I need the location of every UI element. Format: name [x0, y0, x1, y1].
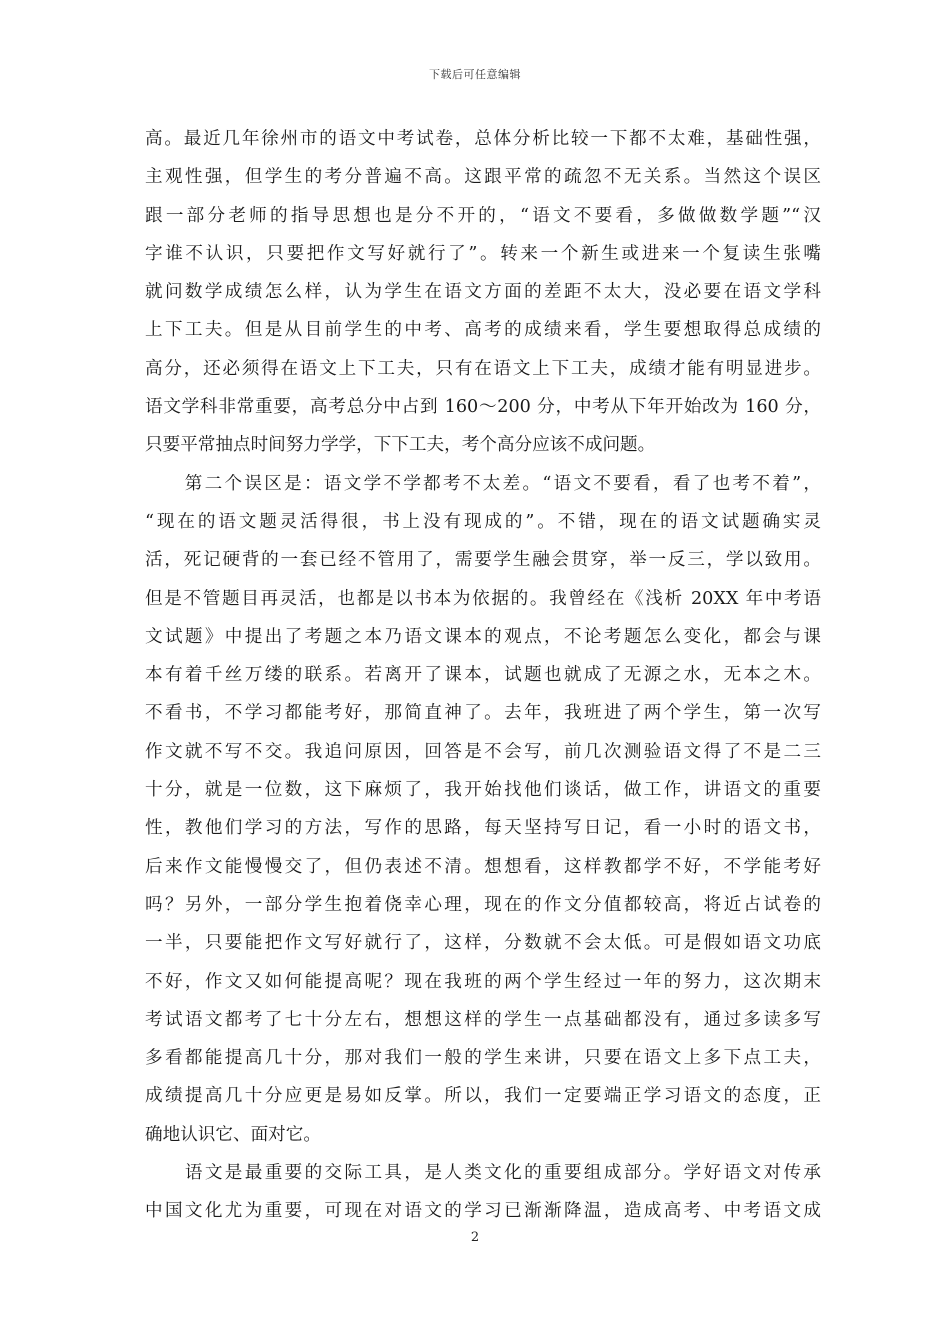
- page-header: 下载后可任意编辑: [429, 68, 521, 81]
- text-line: 一半，只要能把作文写好就行了，这样，分数就不会太低。可是假如语文功底: [145, 933, 821, 954]
- text-line: 活，死记硬背的一套已经不管用了，需要学生融会贯穿，举一反三，学以致用。: [145, 550, 821, 571]
- text-line: 多看都能提高几十分，那对我们一般的学生来讲，只要在语文上多下点工夫，: [145, 1048, 821, 1069]
- text-line: 考试语文都考了七十分左右，想想这样的学生一点基础都没有，通过多读多写: [145, 1009, 821, 1030]
- text-line: 确地认识它、面对它。: [145, 1124, 321, 1145]
- text-line: 本有着千丝万缕的联系。若离开了课本，试题也就成了无源之水，无本之木。: [145, 665, 821, 686]
- page-number: 2: [470, 1230, 480, 1245]
- document-body: [145, 120, 821, 1231]
- text-line: 就问数学成绩怎么样，认为学生在语文方面的差距不太大，没必要在语文学科: [145, 282, 821, 303]
- text-line: 只要平常抽点时间努力学学，下下工夫，考个高分应该不成问题。: [145, 435, 656, 456]
- text-line: 跟一部分老师的指导思想也是分不开的，“语文不要看，多做做数学题”“汉: [145, 205, 821, 226]
- text-line: 不好，作文又如何能提高呢？现在我班的两个学生经过一年的努力，这次期末: [145, 971, 821, 992]
- text-line: 后来作文能慢慢交了，但仍表述不清。想想看，这样教都学不好，不学能考好: [145, 856, 821, 877]
- text-line: 但是不管题目再灵活，也都是以书本为依据的。我曾经在《浅析 20XX 年中考语: [145, 588, 821, 609]
- text-line: 第二个误区是：语文学不学都考不太差。“语文不要看，看了也考不着”，: [145, 473, 821, 494]
- text-line: 不看书，不学习都能考好，那简直神了。去年，我班进了两个学生，第一次写: [145, 703, 821, 724]
- text-line: 吗？另外，一部分学生抱着侥幸心理，现在的作文分值都较高，将近占试卷的: [145, 894, 821, 915]
- text-line: 语文是最重要的交际工具，是人类文化的重要组成部分。学好语文对传承: [145, 1163, 821, 1184]
- text-line: 高。最近几年徐州市的语文中考试卷，总体分析比较一下都不太难，基础性强，: [145, 129, 821, 149]
- text-line: 字谁不认识，只要把作文写好就行了”。转来一个新生或进来一个复读生张嘴: [145, 243, 821, 264]
- text-line: 十分，就是一位数，这下麻烦了，我开始找他们谈话，做工作，讲语文的重要: [145, 780, 821, 801]
- text-line: 上下工夫。但是从目前学生的中考、高考的成绩来看，学生要想取得总成绩的: [145, 320, 821, 341]
- text-line: 成绩提高几十分应更是易如反掌。所以，我们一定要端正学习语文的态度，正: [145, 1086, 821, 1107]
- text-line: 性，教他们学习的方法，写作的思路，每天坚持写日记，看一小时的语文书，: [145, 818, 821, 839]
- text-line: 高分，还必须得在语文上下工夫，只有在语文上下工夫，成绩才能有明显进步。: [145, 358, 821, 379]
- text-line: 作文就不写不交。我追问原因，回答是不会写，前几次测验语文得了不是二三: [145, 741, 821, 762]
- text-line: “现在的语文题灵活得很，书上没有现成的”。不错，现在的语文试题确实灵: [145, 511, 821, 532]
- text-line: 主观性强，但学生的考分普遍不高。这跟平常的疏忽不无关系。当然这个误区: [145, 167, 821, 188]
- text-line: 语文学科非常重要，高考总分中占到 160～200 分，中考从下年开始改为 160 分，: [145, 397, 821, 418]
- text-line: 中国文化尤为重要，可现在对语文的学习已渐渐降温，造成高考、中考语文成: [145, 1201, 821, 1222]
- text-line: 文试题》中提出了考题之本乃语文课本的观点，不论考题怎么变化，都会与课: [145, 626, 821, 647]
